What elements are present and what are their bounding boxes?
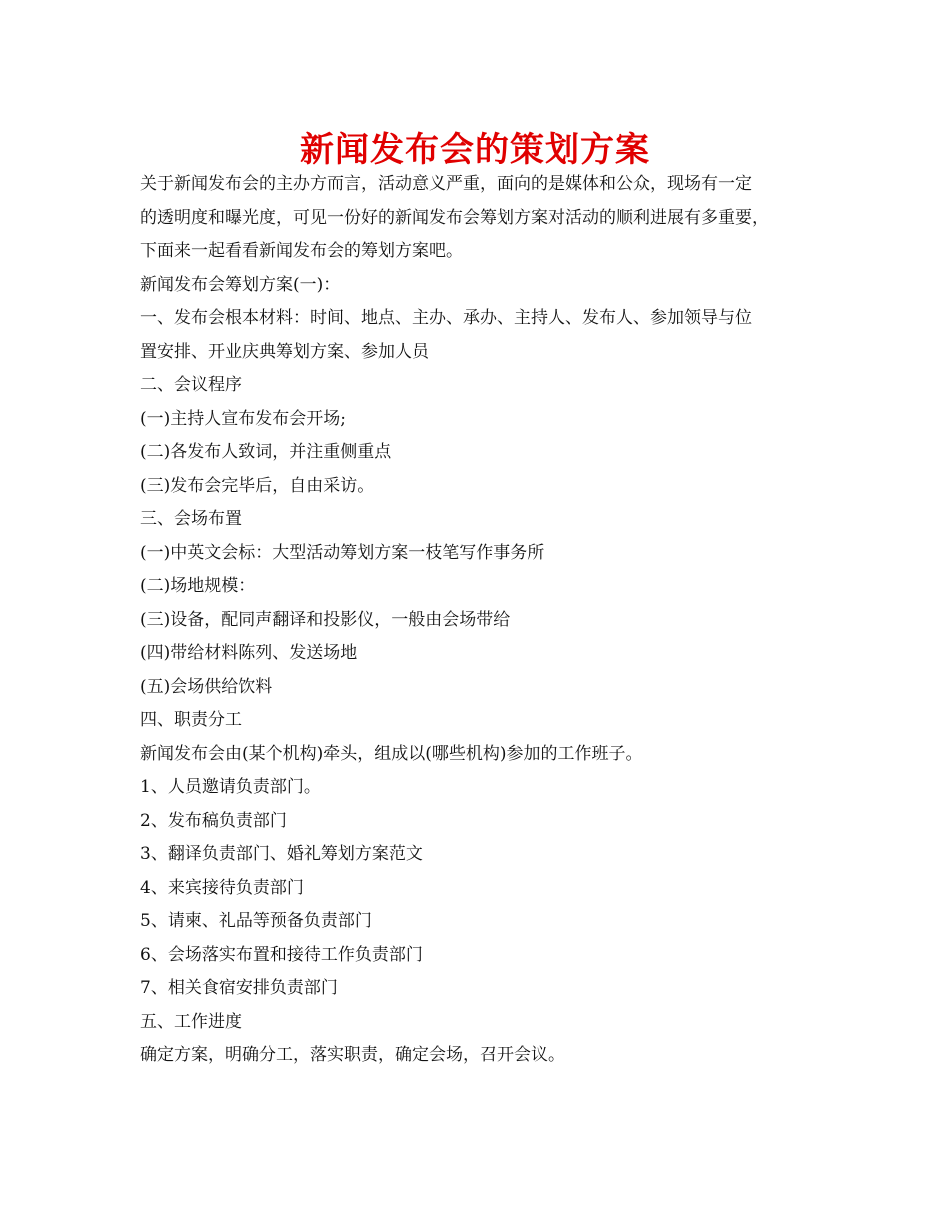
document-title: 新闻发布会的策划方案 — [300, 130, 650, 170]
list-item: 2、发布稿负责部门 — [140, 810, 287, 831]
section-heading: 三、会场布置 — [140, 509, 242, 529]
section-heading: 四、职责分工 — [140, 710, 242, 730]
list-item: (二)场地规模： — [140, 576, 256, 596]
body-line: 新闻发布会由(某个机构)牵头，组成以(哪些机构)参加的工作班子。 — [140, 743, 643, 764]
list-item: 3、翻译负责部门、婚礼筹划方案范文 — [140, 844, 423, 864]
body-line: 置安排、开业庆典筹划方案、参加人员 — [140, 341, 429, 362]
document-body — [140, 168, 830, 1073]
section-heading: 五、工作进度 — [140, 1011, 242, 1032]
body-line: 的透明度和曝光度，可见一份好的新闻发布会筹划方案对活动的顺利进展有多重要， — [140, 207, 769, 228]
list-item: 4、来宾接待负责部门 — [140, 877, 304, 898]
section-heading: 一、发布会根本材料：时间、地点、主办、承办、主持人、发布人、参加领导与位 — [140, 308, 752, 328]
list-item: 1、人员邀请负责部门。 — [140, 777, 321, 797]
body-line: 关于新闻发布会的主办方而言，活动意义严重，面向的是媒体和公众，现场有一定 — [140, 174, 752, 194]
list-item: (二)各发布人致词，并注重侧重点 — [140, 442, 392, 462]
list-item: 7、相关食宿安排负责部门 — [140, 978, 338, 998]
section-subtitle: 新闻发布会筹划方案(一)： — [140, 274, 341, 295]
list-item: (一)主持人宣布发布会开场; — [140, 408, 346, 429]
list-item: (一)中英文会标：大型活动筹划方案一枝笔写作事务所 — [140, 542, 545, 563]
list-item: (三)设备，配同声翻译和投影仪，一般由会场带给 — [140, 609, 511, 630]
list-item: (五)会场供给饮料 — [140, 676, 273, 697]
body-line: 确定方案，明确分工，落实职责，确定会场，召开会议。 — [140, 1045, 565, 1065]
list-item: 5、请柬、礼品等预备负责部门 — [140, 911, 372, 931]
list-item: (四)带给材料陈列、发送场地 — [140, 643, 358, 663]
list-item: (三)发布会完毕后，自由采访。 — [140, 475, 375, 496]
section-heading: 二、会议程序 — [140, 375, 242, 395]
list-item: 6、会场落实布置和接待工作负责部门 — [140, 944, 423, 965]
body-line: 下面来一起看看新闻发布会的筹划方案吧。 — [140, 241, 463, 261]
